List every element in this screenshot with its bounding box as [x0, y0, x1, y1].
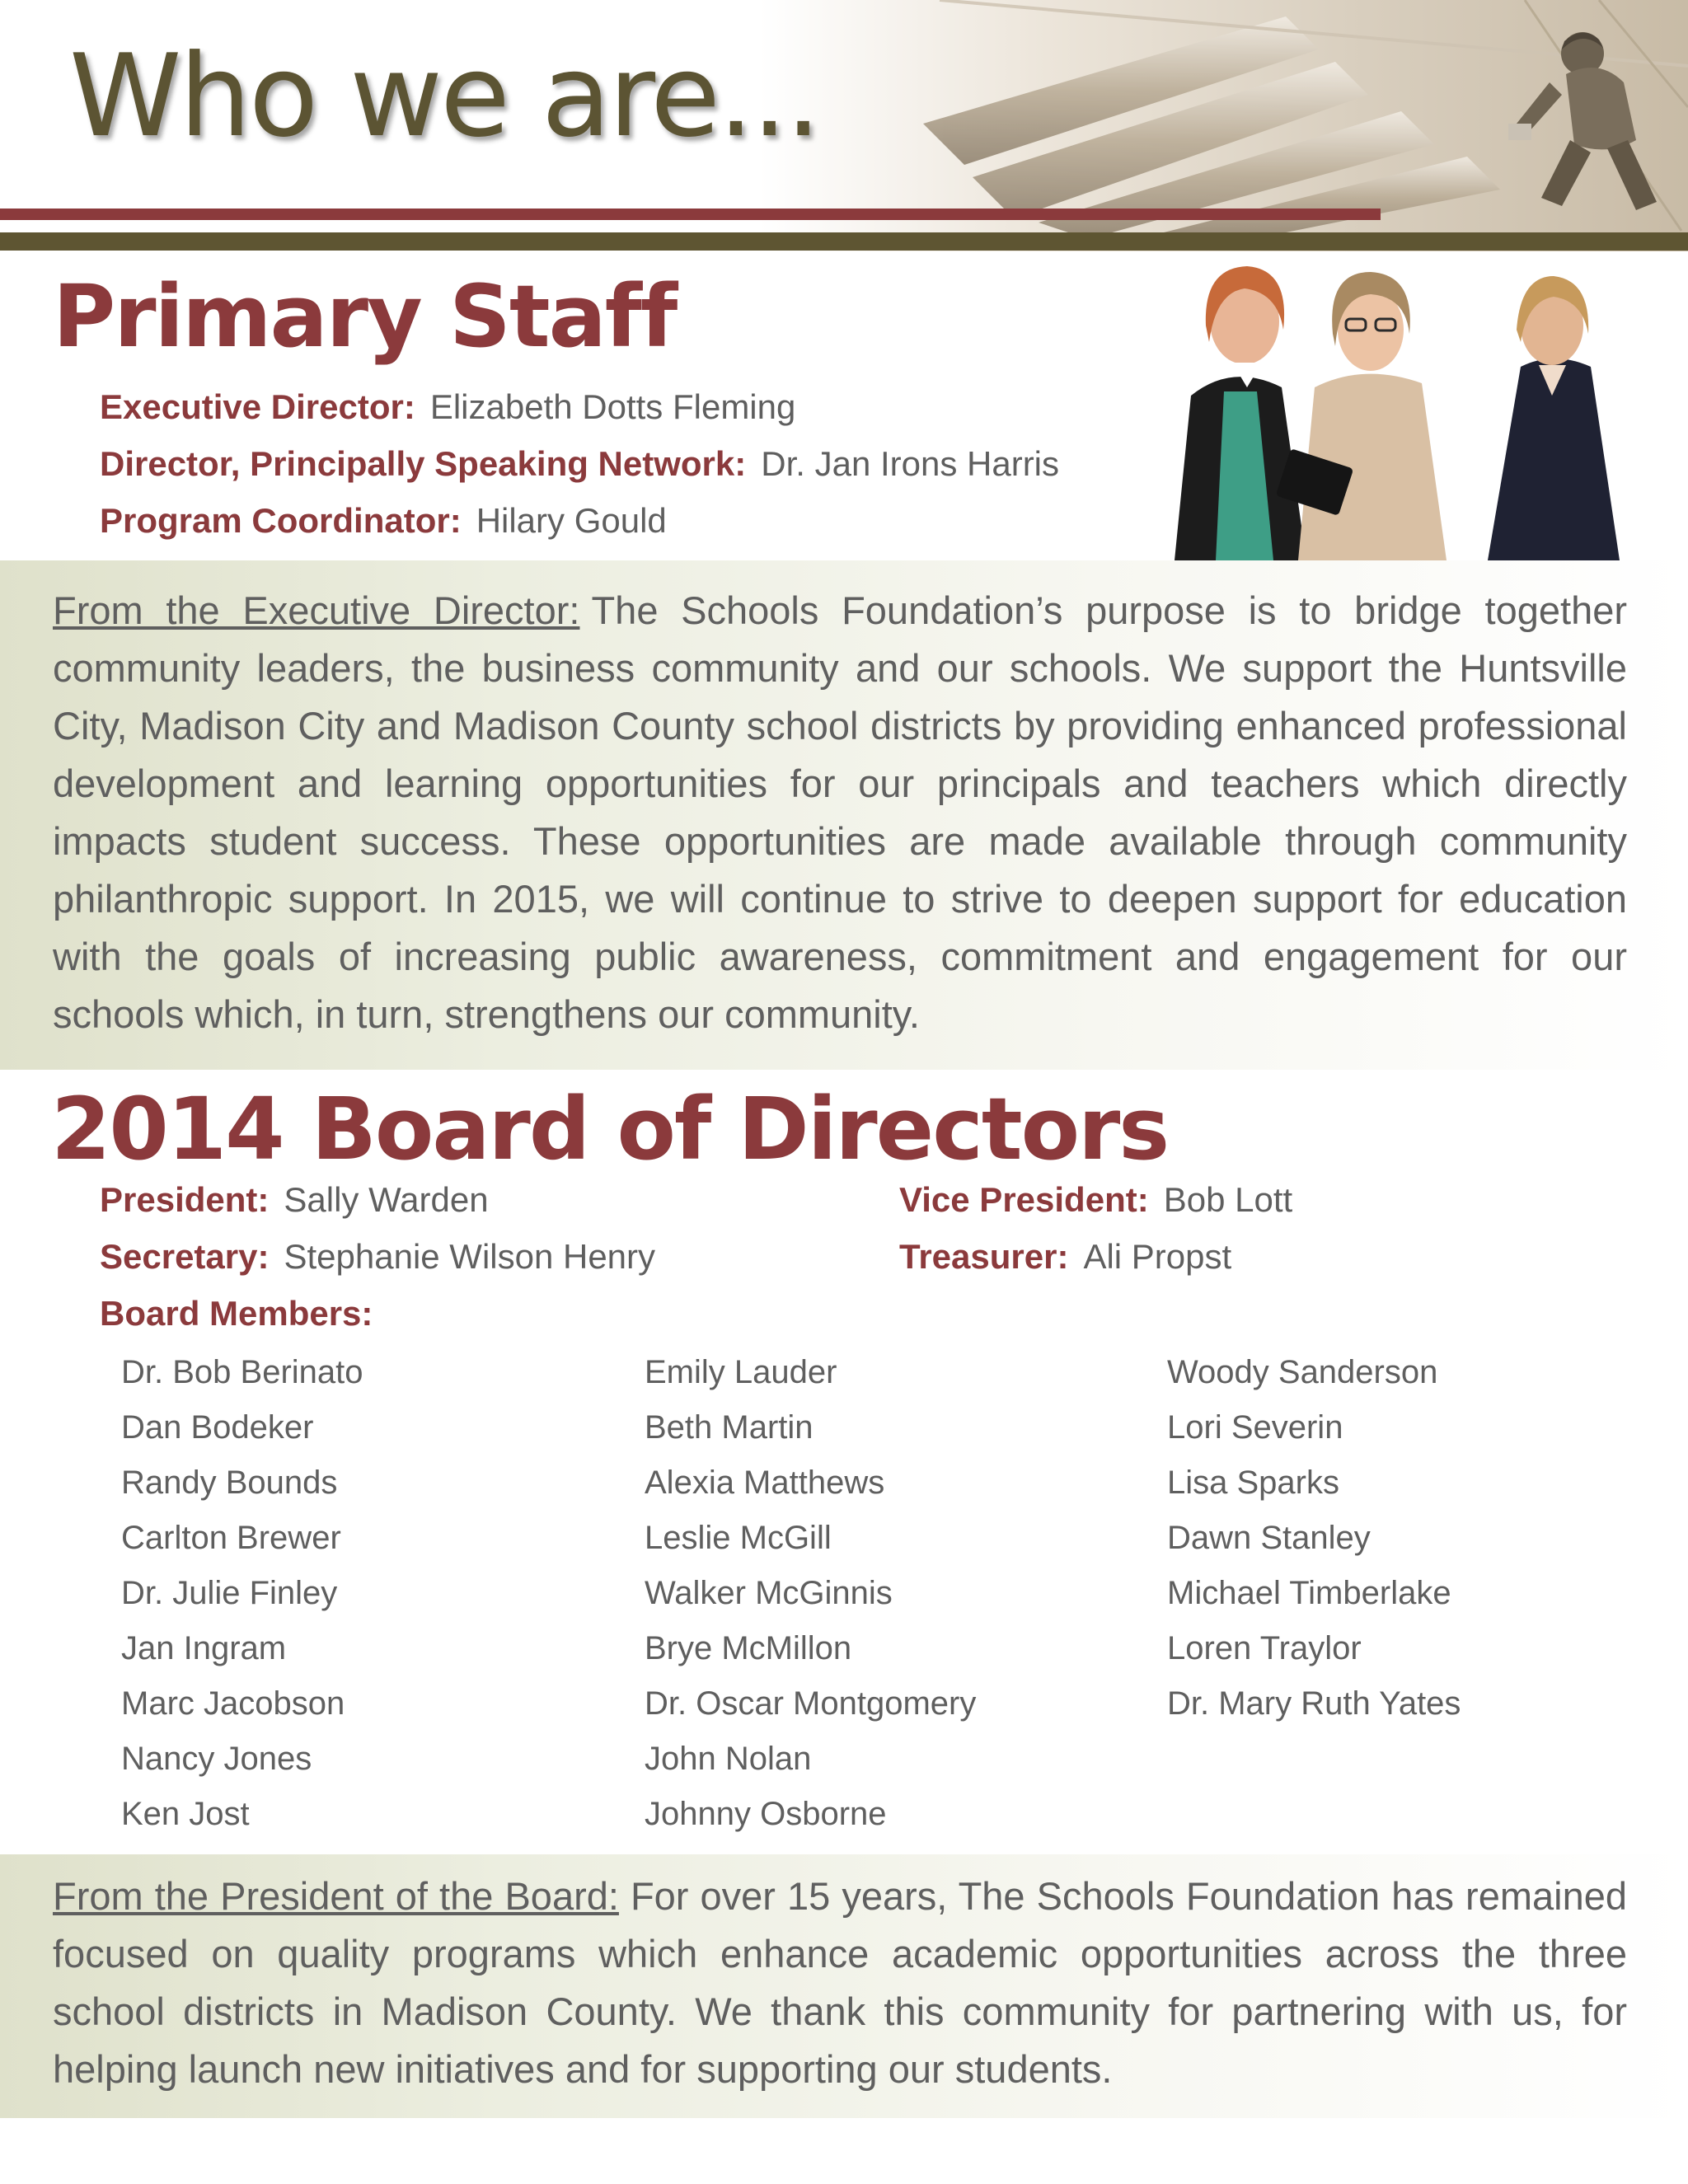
header-banner [0, 0, 1688, 251]
list-item: Dr. Oscar Montgomery [645, 1685, 977, 1722]
list-item: Lisa Sparks [1167, 1465, 1339, 1501]
list-item: Carlton Brewer [121, 1520, 341, 1556]
list-item: Dr. Bob Berinato [121, 1354, 363, 1390]
role-label: Executive Director: [100, 387, 415, 426]
list-item: Ken Jost [121, 1796, 250, 1832]
staff-role-executive-director [100, 387, 796, 426]
worker-figure [1508, 32, 1657, 210]
list-item: John Nolan [645, 1741, 812, 1777]
header-rule-red [0, 209, 1381, 220]
list-item: Nancy Jones [121, 1741, 312, 1777]
list-item: Alexia Matthews [645, 1465, 885, 1501]
list-item: Randy Bounds [121, 1465, 338, 1501]
board-officer-secretary [100, 1237, 656, 1276]
role-name: Dr. Jan Irons Harris [761, 444, 1060, 483]
board-heading: 2014 Board of Directors [51, 1079, 1169, 1179]
list-item: Lori Severin [1167, 1409, 1343, 1446]
role-label: Secretary: [100, 1237, 270, 1276]
president-message [53, 1868, 1627, 2098]
president-message-text: For over 15 years, The Schools Foundation has remained focused on quality programs which enhance academic opportunities across the three school districts in Madison County. We thank this community for partnering with us, for helping launch new initiatives and for supporting our students. [53, 1874, 1627, 2091]
board-officer-treasurer [899, 1237, 1232, 1276]
role-name: Stephanie Wilson Henry [284, 1237, 656, 1276]
role-name: Ali Propst [1083, 1237, 1232, 1276]
president-message-lead: From the President of the Board: [53, 1874, 619, 1918]
executive-message-text: The Schools Foundation’s purpose is to bridge together community leaders, the business community and our schools. We support the Huntsville City, Madison City and Madison County school districts by providing enhanced professional development and learning opportunities for our principals and teachers which directly impacts student success. These opportunities are made available through community philanthropic support. In 2015, we will continue to strive to deepen support for education with the goals of increasing public awareness, commitment and engagement for our schools which, in turn, strengthens our community. [53, 588, 1627, 1036]
role-name: Sally Warden [284, 1180, 489, 1219]
board-officer-vice-president [899, 1180, 1293, 1219]
list-item: Emily Lauder [645, 1354, 837, 1390]
executive-message-lead: From the Executive Director: [53, 588, 580, 632]
board-members-column-1 [121, 1345, 363, 1842]
role-label: Director, Principally Speaking Network: [100, 444, 747, 483]
primary-staff-heading: Primary Staff [53, 266, 677, 367]
list-item: Dr. Mary Ruth Yates [1167, 1685, 1461, 1722]
header-rule-olive [0, 232, 1688, 251]
staff-role-program-coordinator [100, 501, 667, 540]
board-members-column-2 [645, 1345, 976, 1842]
role-label: President: [100, 1180, 270, 1219]
list-item: Dan Bodeker [121, 1409, 314, 1446]
list-item: Johnny Osborne [645, 1796, 887, 1832]
staff-group-photo [1158, 251, 1628, 560]
list-item: Dr. Julie Finley [121, 1575, 338, 1611]
board-members-column-3 [1167, 1345, 1461, 1732]
role-label: Program Coordinator: [100, 501, 462, 540]
board-officer-president [100, 1180, 489, 1219]
board-members-label: Board Members: [100, 1294, 373, 1333]
header-photo-worker-on-pipes [824, 0, 1688, 239]
list-item: Leslie McGill [645, 1520, 832, 1556]
list-item: Jan Ingram [121, 1630, 287, 1666]
role-label: Treasurer: [899, 1237, 1069, 1276]
role-name: Elizabeth Dotts Fleming [429, 387, 796, 426]
list-item: Michael Timberlake [1167, 1575, 1451, 1611]
page-title: Who we are... [69, 30, 819, 162]
staff-role-psn-director [100, 444, 1060, 483]
executive-message [53, 582, 1627, 1043]
role-name: Bob Lott [1163, 1180, 1293, 1219]
list-item: Brye McMillon [645, 1630, 852, 1666]
list-item: Walker McGinnis [645, 1575, 893, 1611]
list-item: Woody Sanderson [1167, 1354, 1438, 1390]
list-item: Beth Martin [645, 1409, 814, 1446]
list-item: Marc Jacobson [121, 1685, 345, 1722]
role-name: Hilary Gould [476, 501, 667, 540]
role-label: Vice President: [899, 1180, 1149, 1219]
list-item: Dawn Stanley [1167, 1520, 1371, 1556]
list-item: Loren Traylor [1167, 1630, 1362, 1666]
